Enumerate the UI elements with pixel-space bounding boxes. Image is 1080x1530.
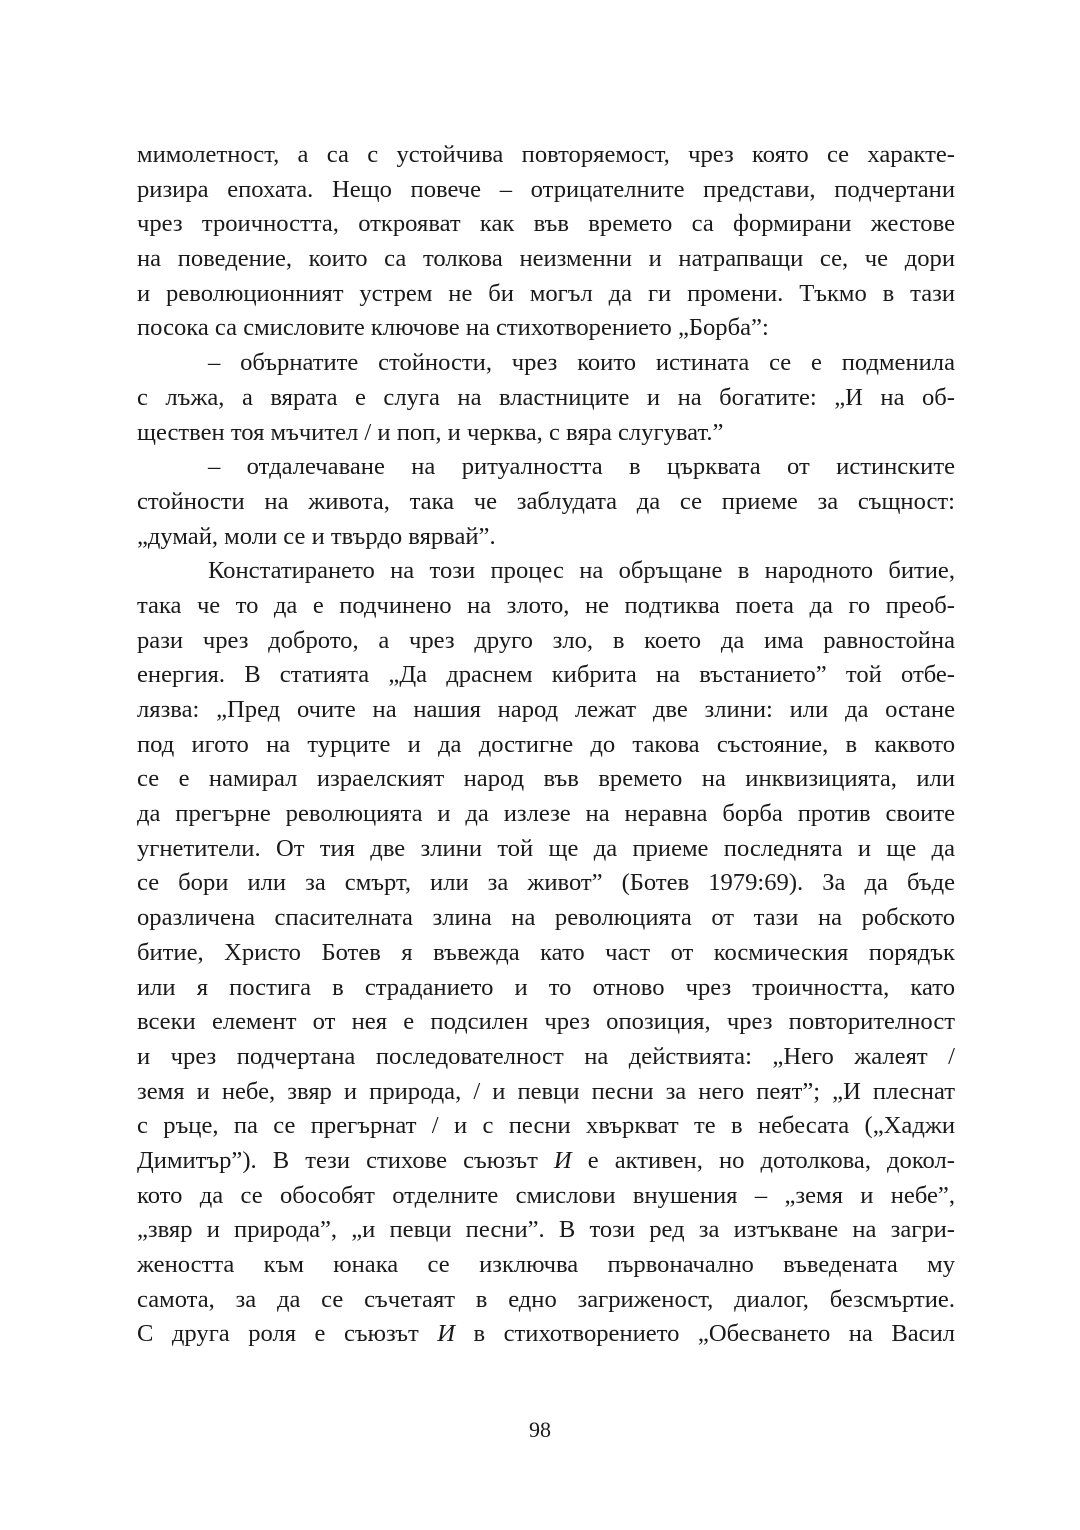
text-line: оразличена спасителната злина на революцията от тази на робското bbox=[137, 904, 955, 932]
text-line: така че то да е подчинено на злото, не подтиква поета да го преоб- bbox=[137, 591, 955, 619]
text-line: самота, за да се съчетаят в едно загриженост, диалог, безсмъртие. bbox=[137, 1285, 955, 1313]
text-line: – отдалечаване на ритуалността в църквата от истинските bbox=[208, 453, 955, 481]
text-line: угнетители. От тия две злини той ще да приеме последнята и ще да bbox=[137, 834, 955, 862]
text-line bbox=[137, 1144, 955, 1179]
line-segment: в стихотворението „Обесването на Васил bbox=[455, 1320, 955, 1348]
text-line: с лъжа, а вярата е слуга на властниците и на богатите: „И на об- bbox=[137, 383, 955, 411]
text-line: да прегърне революцията и да излезе на неравна борба против своите bbox=[137, 800, 955, 828]
line-segment: Димитър”). В тези стихове съюзът bbox=[137, 1146, 554, 1174]
text-line: ществен тоя мъчител / и поп, и черква, с вяра слугуват.” bbox=[137, 418, 724, 446]
text-line: битие, Христо Ботев я въвежда като част от космическия порядък bbox=[137, 938, 955, 966]
text-line: „звяр и природа”, „и певци песни”. В този ред за изтъкване на загри- bbox=[137, 1216, 955, 1244]
text-line: кото да се обособят отделните смислови внушения – „земя и небе”, bbox=[137, 1181, 955, 1209]
text-line: и революционният устрем не би могъл да ги промени. Тъкмо в тази bbox=[137, 279, 955, 307]
text-line: жеността към юнака се изключва първоначално въведената му bbox=[137, 1251, 955, 1278]
text-line: се е намирал израелският народ във времето на инквизицията, или bbox=[137, 765, 955, 793]
text-line: земя и небе, звяр и природа, / и певци песни за него пеят”; „И плеснат bbox=[137, 1077, 955, 1105]
text-line: лязва: „Пред очите на нашия народ лежат две злини: или да остане bbox=[137, 696, 955, 723]
italic-conjunction: И bbox=[553, 1146, 572, 1174]
text-line: или я постига в страданието и то отново чрез троичността, като bbox=[137, 973, 955, 1001]
text-line: посока са смисловите ключове на стихотворението „Борба”: bbox=[137, 314, 769, 342]
text-line: стойности на живота, така че заблудата да се приеме за същност: bbox=[137, 487, 955, 515]
text-line: мимолетност, а са с устойчива повторяемост, чрез която се характе- bbox=[137, 141, 955, 168]
text-line: рази чрез доброто, а чрез друго зло, в което да има равностойна bbox=[137, 626, 955, 654]
page-number: 98 bbox=[529, 1417, 551, 1442]
text-line: Констатирането на този процес на обръщане в народното битие, bbox=[208, 557, 955, 585]
text-line: с ръце, па се прегърнат / и с песни хвъркват те в небесата („Хаджи bbox=[137, 1112, 955, 1140]
text-line bbox=[137, 1317, 955, 1352]
text-line: и чрез подчертана последователност на действията: „Него жалеят / bbox=[137, 1042, 955, 1070]
body-text bbox=[137, 138, 955, 1352]
text-line: на поведение, които са толкова неизменни и натрапващи се, че дори bbox=[137, 245, 955, 273]
text-line: „думай, моли се и твърдо вярвай”. bbox=[137, 522, 496, 550]
text-line: под игото на турците и да достигне до такова състояние, в каквото bbox=[137, 730, 955, 758]
line-segment: С друга роля е съюзът bbox=[137, 1320, 438, 1348]
line-segment: е активен, но дотолкова, докол- bbox=[571, 1146, 955, 1174]
text-line: всеки елемент от нея е подсилен чрез опозиция, чрез повторителност bbox=[137, 1008, 955, 1036]
text-line: се бори или за смърт, или за живот” (Ботев 1979:69). За да бъде bbox=[137, 869, 955, 897]
italic-conjunction: И bbox=[437, 1320, 455, 1348]
text-line: – обърнатите стойности, чрез които истината се е подменила bbox=[208, 349, 955, 377]
text-line: ризира епохата. Нещо повече – отрицателните представи, подчертани bbox=[137, 175, 955, 203]
text-line: енергия. В статията „Да драснем кибрита на въстанието” той отбе- bbox=[137, 661, 955, 689]
text-line: чрез троичността, открояват как във времето са формирани жестове bbox=[137, 210, 955, 238]
